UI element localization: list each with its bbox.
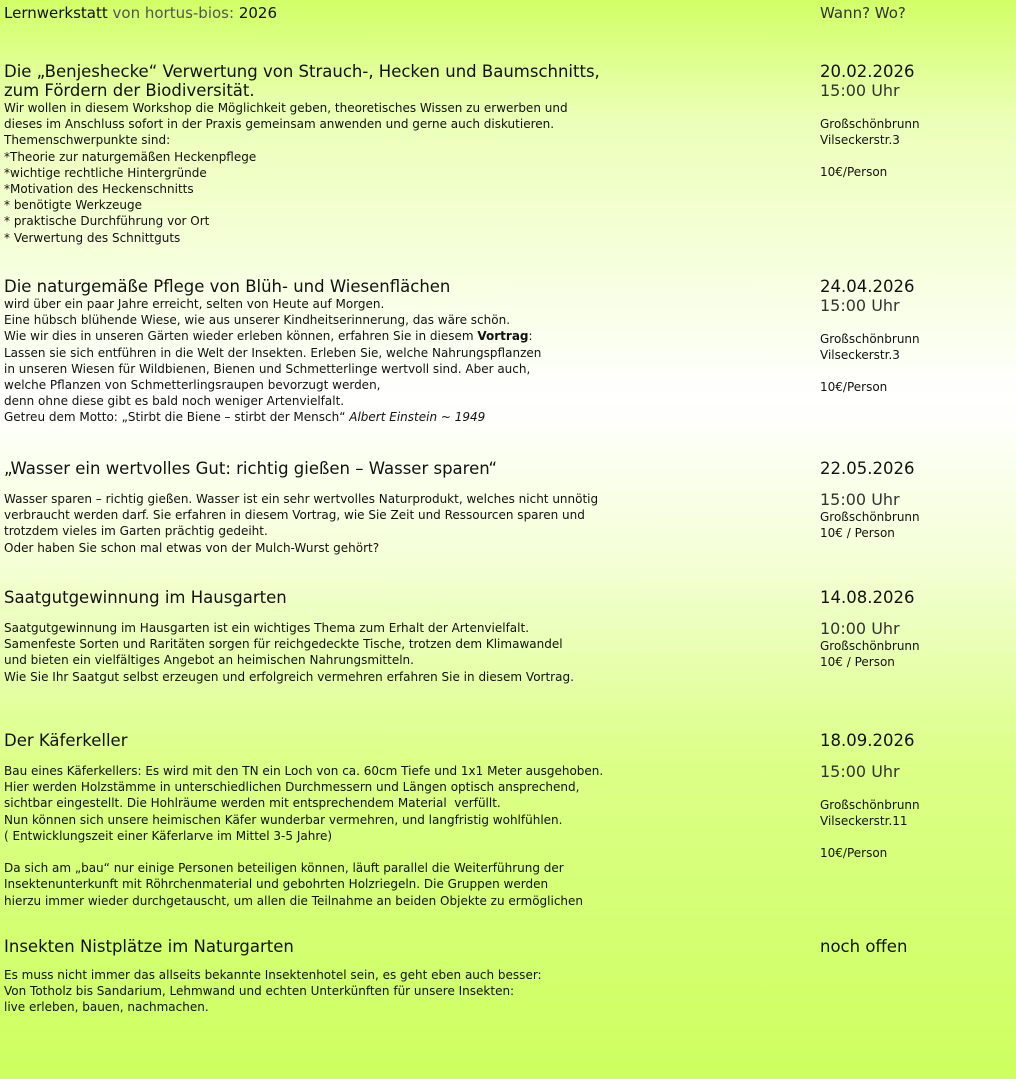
when-where-heading: Wann? Wo? [820,4,906,22]
event-street: Vilseckerstr.11 [820,814,908,829]
event-title: Die naturgemäße Pflege von Blüh- und Wiesenflächen [4,277,451,296]
event-place: Großschönbrunn [820,510,920,524]
event-street: Vilseckerstr.3 [820,348,900,363]
event-when-where [820,459,1000,541]
event-description: Wasser sparen – richtig gießen. Wasser ist ein sehr wertvolles Naturprodukt, welches nicht unnötig verbraucht werden darf. Sie erfahren in diesem Vortrag, wie Sie Zeit und Ressourcen sparen und trotzdem vieles im Garten prächtig gedeiht. Oder haben Sie schon mal etwas von der Mulch-Wurst gehört? [4,492,599,555]
event-date: 20.02.2026 [820,62,915,81]
event-date: noch offen [820,937,908,956]
event-title: „Wasser ein wertvolles Gut: richtig gießen – Wasser sparen“ [4,459,498,478]
event-title: Saatgutgewinnung im Hausgarten [4,588,287,607]
event-title: Die „Benjeshecke“ Verwertung von Strauch-, Hecken und Baumschnitts, [4,62,600,81]
event-date: 22.05.2026 [820,459,915,478]
page-header [4,4,1004,24]
event-details [4,937,704,1016]
event-description-part: wird über ein paar Jahre erreicht, selten von Heute auf Morgen. Eine hübsch blühende Wiese, wie aus unserer Kindheitserinnerung, das wäre schön. Wie wir dies in unseren Gärten wieder erleben können, erfahren Sie in diesem [4,297,511,344]
event-description: Saatgutgewinnung im Hausgarten ist ein wichtiges Thema zum Erhalt der Artenvielfalt. Samenfeste Sorten und Raritäten sorgen für reichgedeckte Tische, trotzen dem Klimawandel und bieten ein vielfältiges Angebot an heimischen Nahrungsmitteln. Wie Sie Ihr Saatgut selbst erzeugen und erfolgreich vermehren erfahren Sie in diesem Vortrag. [4,621,574,684]
event-street: Vilseckerstr.3 [820,133,900,148]
page-title [4,4,277,22]
event-when-where [820,588,1000,670]
event-place: Großschönbrunn [820,332,920,346]
event-title-line2: zum Fördern der Biodiversität. [4,81,255,100]
event-time: 15:00 Uhr [820,762,900,781]
event-when-where [820,937,1000,956]
page-title-prefix: Lernwerkstatt [4,4,108,22]
event-details [4,277,704,426]
event-description: Bau eines Käferkellers: Es wird mit den TN ein Loch von ca. 60cm Tiefe und 1x1 Meter ausgehoben. Hier werden Holzstämme in unterschiedlichen Durchmessern und Längen optisch ansprechend, sichtbar eingestellt. Die Hohlräume werden mit entsprechendem Material verfüllt. Nun können sich unsere heimischen Käfer wunderbar vermehren, und langfristig wohlfühlen. ( Entwicklungszeit einer Käferlarve im Mittel 3-5 Jahre) Da sich am „bau“ nur einige Personen beteiligen können, läuft parallel die Weiterführung der Insektenunterkunft mit Röhrchenmaterial und gebohrten Holzriegeln. Die Gruppen werden hierzu immer wieder durchgetauscht, um allen die Teilnahme an beiden Objekte zu ermöglichen [4,764,604,908]
event-details [4,731,704,909]
page-title-year: 2026 [238,4,278,22]
event-time: 15:00 Uhr [820,296,900,315]
event-place: Großschönbrunn [820,117,920,131]
event-when-where [820,731,1000,862]
event-price: 10€/Person [820,380,888,395]
event-description: Es muss nicht immer das allseits bekannte Insektenhotel sein, es geht eben auch besser: Von Totholz bis Sandarium, Lehmwand und echten Unterkünften für unsere Insekten: live erleben, bauen, nachmachen. [4,968,542,1015]
event-place: Großschönbrunn [820,639,920,653]
event-title: Der Käferkeller [4,731,128,750]
event-place: Großschönbrunn [820,798,920,812]
event-when-where [820,62,1000,181]
event-price: 10€/Person [820,846,888,861]
event-details [4,459,704,556]
event-description: Wir wollen in diesem Workshop die Möglichkeit geben, theoretisches Wissen zu erwerben und dieses im Anschluss sofort in der Praxis gemeinsam anwenden und gerne auch diskutieren. Themenschwerpunkte sind: *Theorie zur naturgemäßen Heckenpflege *wichtige rechtliche Hintergründe *Motivation des Heckenschnitts * benötigte Werkzeuge * praktische Durchführung vor Ort * Verwertung des Schnittguts [4,101,568,245]
event-price: 10€ / Person [820,655,895,670]
event-price: 10€/Person [820,165,888,180]
event-details [4,62,704,246]
event-details [4,588,704,685]
event-price: 10€ / Person [820,526,895,541]
event-title: Insekten Nistplätze im Naturgarten [4,937,294,956]
event-description-quote-author: Albert Einstein ~ 1949 [349,410,486,425]
event-time: 15:00 Uhr [820,81,900,100]
event-time: 15:00 Uhr [820,490,900,509]
event-description-bold: Vortrag [477,329,529,344]
event-date: 24.04.2026 [820,277,915,296]
event-date: 18.09.2026 [820,731,915,750]
event-time: 10:00 Uhr [820,619,900,638]
event-description-part: : Lassen sie sich entführen in die Welt der Insekten. Erleben Sie, welche Nahrungspflanzen in unseren Wiesen für Wildbienen, Bienen und Schmetterlinge wertvoll sind. Aber auch, welche Pflanzen von Schmetterlingsraupen bevorzugt werden, denn ohne diese gibt es bald noch weniger Artenvielfalt. Getreu dem Motto: „Stirbt die Biene – stirbt der Mensch“ [4,329,542,425]
event-description [4,296,704,426]
event-date: 14.08.2026 [820,588,915,607]
event-when-where [820,277,1000,396]
page-title-mid: von hortus-bios: [112,4,235,22]
